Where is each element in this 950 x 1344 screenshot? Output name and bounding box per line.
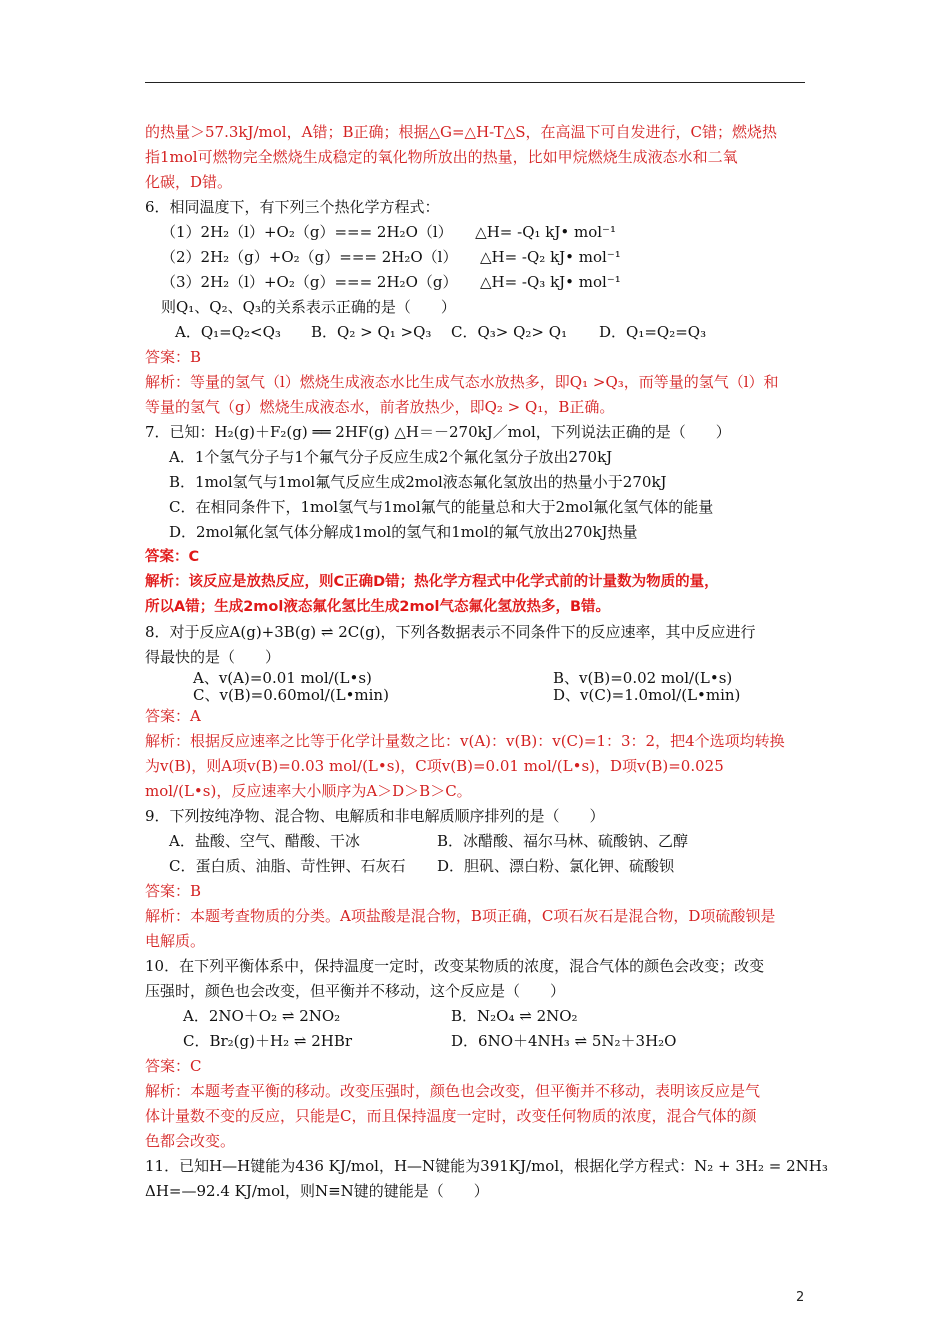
page-number: 2 <box>796 1290 805 1305</box>
question-10-stem: 压强时，颜色也会改变，但平衡并不移动，这个反应是（ ） <box>145 982 566 1000</box>
analysis-line: 指1mol可燃物完全燃烧生成稳定的氧化物所放出的热量，比如甲烷燃烧生成液态水和二氧 <box>145 148 738 166</box>
question-10-stem: 10．在下列平衡体系中，保持温度一定时，改变某物质的浓度，混合气体的颜色会改变；改变 <box>145 957 765 975</box>
analysis-8-line: mol/(L•s)，反应速率大小顺序为A＞D＞B＞C。 <box>145 782 472 800</box>
analysis-line: 化碳，D错。 <box>145 173 233 191</box>
option-c: C．Br₂(g)＋H₂ ⇌ 2HBr <box>183 1032 353 1050</box>
option-b: B、v(B)=0.02 mol/(L•s) <box>553 669 733 687</box>
option-b: B．N₂O₄ ⇌ 2NO₂ <box>451 1007 578 1025</box>
analysis-10-line: 色都会改变。 <box>145 1132 236 1150</box>
question-6-prompt: 则Q₁、Q₂、Q₃的关系表示正确的是（ ） <box>161 298 456 316</box>
option-d: D．胆矾、漂白粉、氯化钾、硫酸钡 <box>437 857 675 875</box>
analysis-10-line: 体计量数不变的反应，只能是C，而且保持温度一定时，改变任何物质的浓度，混合气体的颜 <box>145 1107 757 1125</box>
equation-3: （3）2H₂（l）+O₂（g）=== 2H₂O（g） △H= -Q₃ kJ• mol⁻¹ <box>161 273 621 291</box>
analysis-line: 的热量＞57.3kJ/mol，A错；B正确；根据△G=△H-T△S，在高温下可自发进行，C错；燃烧热 <box>145 123 777 141</box>
analysis-10-line: 解析：本题考查平衡的移动。改变压强时，颜色也会改变，但平衡并不移动，表明该反应是气 <box>145 1082 761 1100</box>
question-9-options <box>145 829 807 879</box>
analysis-8-line: 解析：根据反应速率之比等于化学计量数之比：v(A)：v(B)：v(C)=1：3：2，把4个选项均转换 <box>145 732 785 750</box>
equation-2: （2）2H₂（g）+O₂（g）=== 2H₂O（l） △H= -Q₂ kJ• mol⁻¹ <box>161 248 621 266</box>
question-9-stem: 9．下列按纯净物、混合物、电解质和非电解质顺序排列的是（ ） <box>145 807 605 825</box>
answer-9: 答案：B <box>145 882 202 900</box>
question-7-stem: 7．已知：H₂(g)＋F₂(g) ══ 2HF(g) △H＝－270kJ／mol，下列说法正确的是（ ） <box>145 423 731 441</box>
analysis-6-line: 等量的氢气（g）燃烧生成液态水，前者放热少，即Q₂ > Q₁，B正确。 <box>145 398 615 416</box>
option-a: A．1个氢气分子与1个氟气分子反应生成2个氟化氢分子放出270kJ <box>169 448 613 466</box>
option-c: C．Q₃> Q₂> Q₁ <box>451 323 568 341</box>
question-6-options <box>145 320 807 345</box>
option-d: D．6NO＋4NH₃ ⇌ 5N₂＋3H₂O <box>451 1032 677 1050</box>
question-11-stem: 11．已知H—H键能为436 KJ/mol，H—N键能为391KJ/mol，根据化学方程式：N₂ + 3H₂ = 2NH₃ <box>145 1157 828 1175</box>
option-c: C．在相同条件下，1mol氢气与1mol氟气的能量总和大于2mol氟化氢气体的能量 <box>169 498 714 516</box>
equation-1: （1）2H₂（l）+O₂（g）=== 2H₂O（l） △H= -Q₁ kJ• mol⁻¹ <box>161 223 616 241</box>
answer-7: 答案：C <box>145 549 200 565</box>
question-6-stem: 6．相同温度下，有下列三个热化学方程式： <box>145 198 440 216</box>
option-d: D．2mol氟化氢气体分解成1mol的氢气和1mol的氟气放出270kJ热量 <box>169 523 638 541</box>
option-d: D、v(C)=1.0mol/(L•min) <box>553 686 741 704</box>
question-10-options <box>145 1004 807 1054</box>
answer-10: 答案：C <box>145 1057 202 1075</box>
option-d: D．Q₁=Q₂=Q₃ <box>599 323 707 341</box>
option-a: A．Q₁=Q₂<Q₃ <box>175 323 281 341</box>
analysis-6-line: 解析：等量的氢气（l）燃烧生成液态水比生成气态水放热多，即Q₁ >Q₃，而等量的氢气（l）和 <box>145 373 779 391</box>
question-8-stem: 8．对于反应A(g)+3B(g) ⇌ 2C(g)，下列各数据表示不同条件下的反应速率，其中反应进行 <box>145 623 756 641</box>
question-8-stem: 得最快的是（ ） <box>145 648 281 666</box>
option-a: A、v(A)=0.01 mol/(L•s) <box>193 669 372 687</box>
option-a: A．2NO＋O₂ ⇌ 2NO₂ <box>183 1007 341 1025</box>
analysis-8-line: 为v(B)，则A项v(B)=0.03 mol/(L•s)，C项v(B)=0.01 mol/(L•s)，D项v(B)=0.025 <box>145 757 724 775</box>
option-c: C、v(B)=0.60mol/(L•min) <box>193 686 389 704</box>
option-b: B．Q₂ > Q₁ >Q₃ <box>311 323 432 341</box>
header-rule <box>145 82 805 83</box>
option-a: A．盐酸、空气、醋酸、干冰 <box>169 832 360 850</box>
answer-6: 答案：B <box>145 348 202 366</box>
question-11-stem: ΔH=—92.4 KJ/mol，则N≡N键的键能是（ ） <box>145 1182 489 1200</box>
analysis-7-line: 解析：该反应是放热反应，则C正确D错；热化学方程式中化学式前的计量数为物质的量， <box>145 574 719 590</box>
analysis-7-line: 所以A错；生成2mol液态氟化氢比生成2mol气态氟化氢放热多，B错。 <box>145 599 611 615</box>
page-content <box>145 120 828 1204</box>
analysis-9-line: 解析：本题考查物质的分类。A项盐酸是混合物，B项正确，C项石灰石是混合物，D项硫酸钡是 <box>145 907 776 925</box>
answer-8: 答案：A <box>145 707 201 725</box>
question-8-options <box>145 670 807 704</box>
option-c: C．蛋白质、油脂、苛性钾、石灰石 <box>169 857 406 875</box>
option-b: B．冰醋酸、福尔马林、硫酸钠、乙醇 <box>437 832 689 850</box>
option-b: B．1mol氢气与1mol氟气反应生成2mol液态氟化氢放出的热量小于270kJ <box>169 473 667 491</box>
analysis-9-line: 电解质。 <box>145 932 206 950</box>
